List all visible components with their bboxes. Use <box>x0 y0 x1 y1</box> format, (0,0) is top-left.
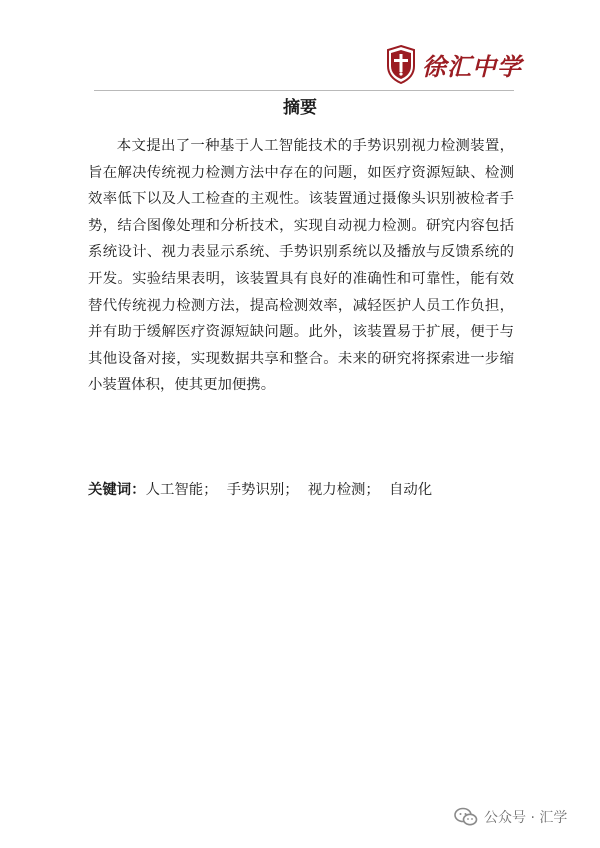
school-crest-icon <box>386 44 416 84</box>
keywords-line <box>88 478 518 499</box>
wechat-icon <box>454 807 478 827</box>
keywords-label: 关键词： <box>88 482 146 498</box>
header-divider <box>94 90 514 91</box>
keyword-item: 自动化 <box>388 482 433 498</box>
watermark <box>454 807 567 827</box>
keyword-item: 手势识别； <box>226 482 299 498</box>
keyword-item: 视力检测； <box>307 482 380 498</box>
page-title: 摘要 <box>283 98 317 118</box>
school-logo <box>386 44 522 84</box>
school-name: 徐汇中学 <box>422 51 522 81</box>
keyword-item: 人工智能； <box>145 482 218 498</box>
watermark-text: 公众号 · 汇学 <box>484 810 568 826</box>
abstract-paragraph: 本文提出了一种基于人工智能技术的手势识别视力检测装置，旨在解决传统视力检测方法中存在的问题，如医疗资源短缺、检测效率低下以及人工检查的主观性。该装置通过摄像头识别被检者手势，结合图像处理和分析技术，实现自动视力检测。研究内容包括系统设计、视力表显示系统、手势识别系统以及播放与反馈系统的开发。实验结果表明，该装置具有良好的准确性和可靠性，能有效替代传统视力检测方法，提高检测效率，减轻医护人员工作负担，并有助于缓解医疗资源短缺问题。此外，该装置易于扩展，便于与其他设备对接，实现数据共享和整合。未来的研究将探索进一步缩小装置体积，使其更加便携。 <box>88 138 514 394</box>
